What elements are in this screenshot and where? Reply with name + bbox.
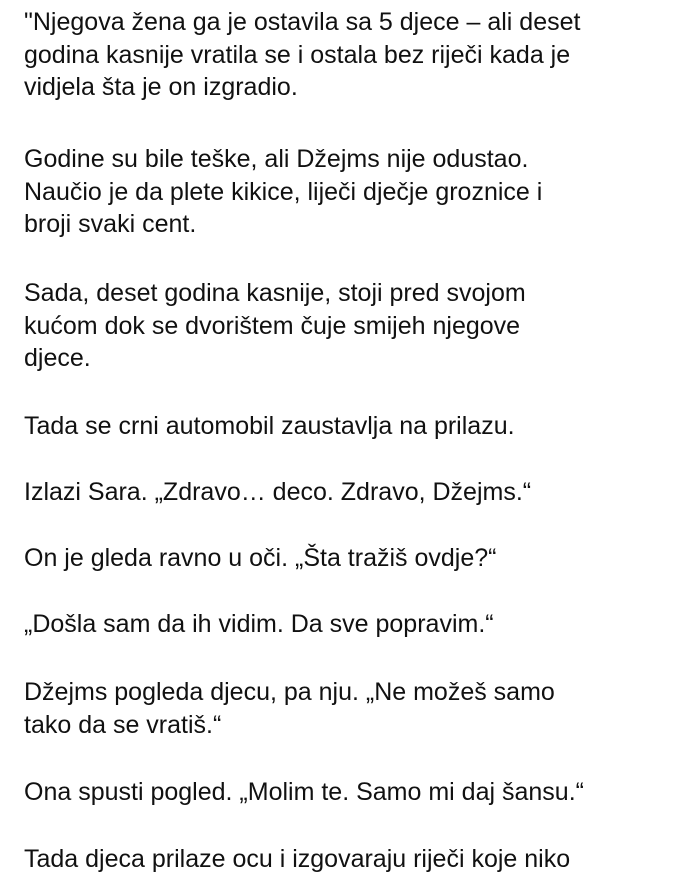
text-line: Sada, deset godina kasnije, stoji pred svojom	[24, 279, 526, 307]
paragraph-8	[24, 676, 684, 741]
text-line: Džejms pogleda djecu, pa nju. „Ne možeš samo	[24, 678, 555, 706]
text-line: Ona spusti pogled. „Molim te. Samo mi daj šansu.“	[24, 778, 584, 806]
text-line: djece.	[24, 344, 91, 372]
text-line: „Došla sam da ih vidim. Da sve popravim.“	[24, 610, 494, 638]
paragraph-4	[24, 410, 684, 443]
paragraph-9	[24, 776, 684, 809]
paragraph-1	[24, 6, 684, 104]
paragraph-7	[24, 608, 684, 641]
text-line: Izlazi Sara. „Zdravo… deco. Zdravo, Džejms.“	[24, 478, 532, 506]
text-line: Tada se crni automobil zaustavlja na prilazu.	[24, 412, 515, 440]
paragraph-2	[24, 143, 684, 241]
text-line: godina kasnije vratila se i ostala bez riječi kada je	[24, 40, 571, 69]
text-line: vidjela šta je on izgradio.	[24, 73, 298, 101]
paragraph-6	[24, 542, 684, 575]
text-line: broji svaki cent.	[24, 210, 197, 238]
text-line: On je gleda ravno u oči. „Šta tražiš ovdje?“	[24, 544, 497, 572]
text-line: Godine su bile teške, ali Džejms nije odustao.	[24, 145, 529, 173]
paragraph-10	[24, 843, 684, 876]
text-line: "Njegova žena ga je ostavila sa 5 djece – ali deset	[24, 8, 581, 36]
paragraph-3	[24, 277, 684, 375]
text-line: Tada djeca prilaze ocu i izgovaraju riječi koje niko	[24, 845, 571, 873]
text-line: Naučio je da plete kikice, liječi dječje groznice i	[24, 177, 543, 206]
text-line: tako da se vratiš.“	[24, 710, 222, 739]
text-line: kućom dok se dvorištem čuje smijeh njegove	[24, 311, 521, 340]
paragraph-5	[24, 476, 684, 509]
